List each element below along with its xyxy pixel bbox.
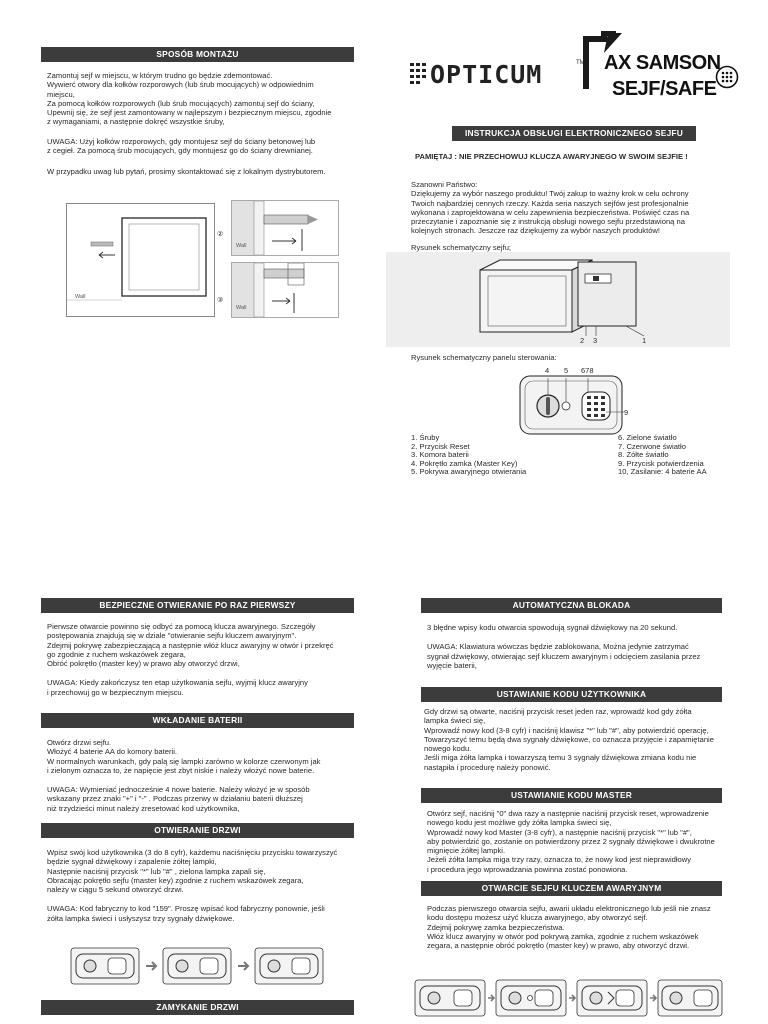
master-code-section bbox=[421, 788, 722, 874]
first-open-header: BEZPIECZNE OTWIERANIE PO RAZ PIERWSZY bbox=[41, 598, 354, 613]
dowel-icon bbox=[232, 263, 338, 317]
battery-section bbox=[41, 713, 354, 813]
user-code-paragraph: Gdy drzwi są otwarte, naciśnij przycisk reset jeden raz, wprowadź kod gdy żółta lampka świeci się, Wprowadź nowy kod (3-8 cyfr) i naciśnij klawisz "*" lub "#", aby potwierdzić operację, Towarzyszyć temu będą dwa sygnały dźwiękowe, co oznacza przyjęcie i zapamiętanie nowego kodu. Jeśli miga żółta lampka i towarzyszą temu 3 sygnały dźwiękowa zmiana kodu nie nastąpiła i procedurę należy ponowić. bbox=[424, 707, 714, 772]
auto-lock-paragraph-2: UWAGA: Klawiatura wówczas będzie zablokowana, Można jedynie zatrzymać sygnał dźwiękowy, otwierając sejf kluczem awaryjnym i odcięciem zasilania przez wyjęcie baterii, bbox=[427, 642, 701, 670]
first-open-section bbox=[41, 598, 354, 697]
emergency-key-warning: PAMIĘTAJ : NIE PRZECHOWUJ KLUCZA AWARYJNEGO W SWOIM SEJFIE ! bbox=[415, 152, 688, 161]
open-step-1 bbox=[71, 948, 139, 984]
first-open-paragraph-1: Pierwsze otwarcie powinno się odbyć za pomocą klucza awaryjnego. Szczegóły postępowania znajdują się w dziale "otwieranie sejfu kluczem awaryjnym". Zdejmij pokrywę zabezpieczającą a następnie włóż klucz awaryjny w otwór i przekręć go zgodnie z ruchem wskazówek zegara, Obróć pokrętło (master key) w prawo aby otworzyć drzwi, bbox=[47, 622, 334, 669]
keypad-icon bbox=[715, 65, 739, 89]
arrow-right-icon bbox=[146, 962, 156, 970]
first-open-paragraph-2: UWAGA: Kiedy zakończysz ten etap użytkowania sejfu, wyjmij klucz awaryjny i przechowuj go w bezpiecznym miejscu. bbox=[47, 678, 308, 697]
master-code-paragraph: Otwórz sejf, naciśnij "0" dwa razy a następnie naciśnij przycisk reset, wprowadzenie nowego kodu jest możliwe gdy żółta lampka świeci się, Wprowadź nowy kod Master (3-8 cyfr), a następnie naciśnij przycisk "*" lub "#", aby potwierdzić go, zostanie on potwierdzony przez 2 sygnały dźwiękowe i dwukrotne mignięcie żółtej lampki. Jeżeli żółta lampka miga trzy razy, oznacza to, że nowy kod jest nieprawidłowy i procedura jego wprowadzania powinna zostać ponowiona. bbox=[427, 809, 715, 874]
auto-lock-paragraph-1: 3 błędne wpisy kodu otwarcia spowodują sygnał dźwiękowy na 20 sekund. bbox=[427, 623, 678, 632]
mount-section bbox=[41, 47, 354, 177]
opticum-wordmark: OPTICUM bbox=[430, 60, 543, 89]
auto-lock-section bbox=[421, 598, 722, 670]
screw-step-2-illustration bbox=[231, 200, 339, 256]
open-door-paragraph-2: UWAGA: Kod fabryczny to kod "159". Proszę wpisać kod fabryczny ponownie, jeśli żółta lampka świeci i usłyszysz trzy sygnały dźwiękowe. bbox=[47, 904, 325, 923]
control-panel-figure bbox=[518, 366, 638, 436]
panel-callout-9: 9 bbox=[624, 408, 629, 417]
battery-paragraph-2: UWAGA: Wymieniać jednocześnie 4 nowe baterie. Należy włożyć je w sposób wskazany przez znaki "+" i "-" . Podczas przerwy w działaniu baterii dłuższej niż trzydzieści minut należy zresetować kod użytkownika, bbox=[47, 785, 310, 813]
intro-paragraph: Szanowni Państwo: Dziękujemy za wybór naszego produktu! Twój zakup to ważny krok w celu ochrony Twoich najbardziej cennych rzeczy. Każda seria naszych sejfów jest profesjonalnie wykonana i zaprojektowana w celu zapewnienia bezpieczeństwa. Poświęć czas na przeczytanie i zapoznanie się z instrukcją obsługi nowego sejfu przedstawioną na kolejnych stronach. Jeszcze raz dziękujemy za wybór naszych produktów! bbox=[411, 180, 690, 236]
auto-lock-header: AUTOMATYCZNA BLOKADA bbox=[421, 598, 722, 613]
svg-text:Wall: Wall bbox=[236, 305, 247, 311]
panel-callout-4: 4 bbox=[545, 366, 550, 375]
svg-text:Wall: Wall bbox=[75, 294, 86, 300]
panel-callout-678: 678 bbox=[581, 366, 594, 375]
samson-title: AX SAMSON bbox=[604, 52, 721, 74]
step-2-label: ② bbox=[217, 231, 224, 238]
opticum-logo bbox=[408, 56, 585, 90]
master-code-header: USTAWIANIE KODU MASTER bbox=[421, 788, 722, 803]
emergency-open-section bbox=[421, 881, 722, 950]
user-code-header: USTAWIANIE KODU UŻYTKOWNIKA bbox=[421, 687, 722, 702]
emergency-open-paragraph: Podczas pierwszego otwarcia sejfu, awarii układu elektronicznego lub jeśli nie znasz kodu dostępu możesz użyć klucza awaryjnego, aby otworzyć sejf. Zdejmij pokrywę zamka bezpieczeństwa. Włóż klucz awaryjny w otwór pod pokrywą zamka, zgodnie z ruchem wskazówek zegara, a następnie obróć pokrętło (master key) w prawo, aby otworzyć drzwi. bbox=[427, 904, 711, 951]
screw-icon bbox=[232, 201, 338, 255]
close-door-section bbox=[41, 1000, 354, 1015]
emergency-open-header: OTWARCIE SEJFU KLUCZEM AWARYJNYM bbox=[421, 881, 722, 896]
legend-right: 6. Zielone światło 7. Czerwone światło 8. Żółte światło 9. Przycisk potwierdzenia 10, Zasilanie: 4 baterie AA bbox=[618, 433, 707, 477]
battery-paragraph-1: Otwórz drzwi sejfu. Włożyć 4 baterie AA do komory baterii. W normalnych warunkach, gdy palą się lampki zarówno w kolorze czerwonym jak i zielonym oznacza to, że napięcie jest zbyt niskie i należy włożyć nowe baterie. bbox=[47, 738, 321, 775]
legend-left: 1. Śruby 2. Przycisk Reset 3. Komora baterii 4. Pokrętło zamka (Master Key) 5. Pokrywa awaryjnego otwierania bbox=[411, 433, 527, 477]
safe-callout-3: 3 bbox=[593, 336, 598, 345]
user-code-section bbox=[421, 687, 722, 772]
mount-paragraph-3: W przypadku uwag lub pytań, prosimy skontaktować się z lokalnym dystrybutorem. bbox=[47, 167, 326, 177]
step-3-label: ③ bbox=[217, 297, 224, 304]
opticum-tm: TM bbox=[576, 60, 585, 66]
screw-step-3-illustration bbox=[231, 262, 339, 318]
mount-header: SPOSÓB MONTAŻU bbox=[41, 47, 354, 62]
open-door-section bbox=[41, 823, 354, 923]
open-door-paragraph-1: Wpisz swój kod użytkownika (3 do 8 cyfr), każdemu naciśnięciu przycisku towarzyszyć będzie sygnał dźwiękowy i zapalenie żółtej lampki, Następnie naciśnij przycisk "*" lub "#" , zielona lampka zapali się, Obracając pokrętło sejfu (master key) zgodnie z ruchem wskazówek zegara, należy w ciągu 5 sekund otworzyć drzwi. bbox=[47, 848, 338, 895]
intro-text bbox=[411, 180, 717, 252]
panel-callout-5: 5 bbox=[564, 366, 569, 375]
close-door-header: ZAMYKANIE DRZWI bbox=[41, 1000, 354, 1015]
panel-figure-label: Rysunek schematyczny panelu sterowania: bbox=[411, 353, 557, 362]
battery-header: WKŁADANIE BATERII bbox=[41, 713, 354, 728]
samson-logo bbox=[582, 31, 742, 111]
safe-callout-2: 2 bbox=[580, 336, 585, 345]
safe-figure-label: Rysunek schematyczny sejfu; bbox=[411, 242, 512, 252]
emergency-sequence-strip bbox=[414, 978, 724, 1020]
svg-text:Wall: Wall bbox=[236, 243, 247, 249]
open-sequence-strip bbox=[70, 946, 328, 988]
instructions-section bbox=[452, 126, 696, 141]
mount-paragraph-2: UWAGA: Użyj kołków rozporowych, gdy montujesz sejf do ściany betonowej lub z cegieł. Za pomocą śrub mocujących, gdy montujesz go do ściany drewnianej. bbox=[47, 136, 316, 156]
samson-subtitle: SEJF/SAFE bbox=[612, 78, 717, 100]
wall-mount-illustration bbox=[66, 203, 215, 317]
instructions-header: INSTRUKCJA OBSŁUGI ELEKTRONICZNEGO SEJFU bbox=[452, 126, 696, 141]
safe-callout-1: 1 bbox=[642, 336, 647, 345]
mount-paragraph-1: Zamontuj sejf w miejscu, w którym trudno go będzie zdemontować. Wywierć otwory dla kołków rozporowych (lub śrub mocujących) w odpowiednim miejscu, Za pomocą kołków rozporowych (lub śrub mocujących) zamontuj sejf do ściany, Upewnij się, że sejf jest zamontowany w najlepszym i bezpiecznym miejscu, zgodnie z wymaganiami, a następnie dokręć wszystkie śruby, bbox=[47, 71, 332, 127]
open-door-header: OTWIERANIE DRZWI bbox=[41, 823, 354, 838]
safe-figure bbox=[386, 252, 730, 347]
